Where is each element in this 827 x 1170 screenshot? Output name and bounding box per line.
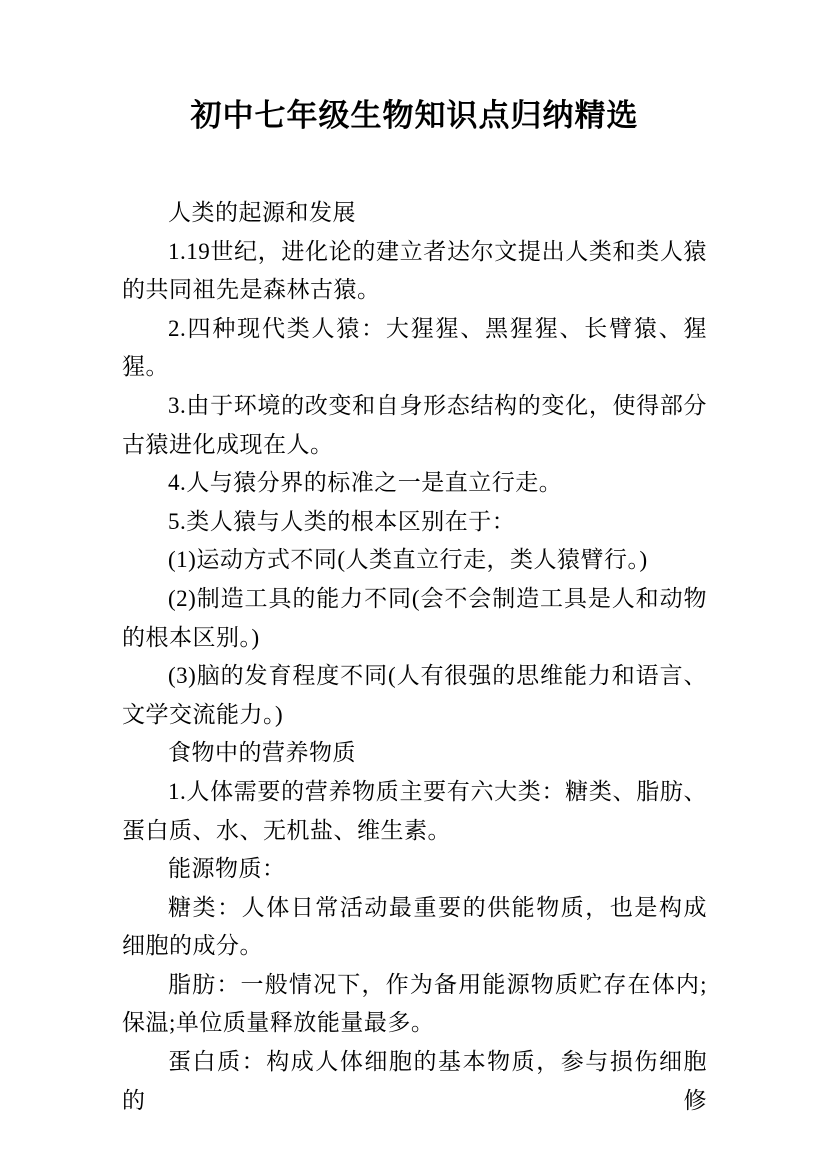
paragraph: 2.四种现代类人猿：大猩猩、黑猩猩、长臂猿、猩猩。 — [122, 315, 707, 380]
paragraph: 蛋白质：构成人体细胞的基本物质，参与损伤细胞的修 — [122, 1049, 707, 1113]
paragraph: 脂肪：一般情况下，作为备用能源物质贮存在体内;保温;单位质量释放能量最多。 — [122, 971, 707, 1036]
paragraph: 糖类：人体日常活动最重要的供能物质，也是构成细胞的成分。 — [122, 894, 707, 959]
paragraph: 能源物质： — [168, 856, 286, 882]
paragraph: 人类的起源和发展 — [168, 200, 356, 225]
paragraph: (1)运动方式不同(人类直立行走，类人猿臂行。) — [168, 547, 648, 573]
paragraph: 食物中的营养物质 — [168, 740, 356, 766]
paragraph: 1.人体需要的营养物质主要有六大类：糖类、脂肪、蛋白质、水、无机盐、维生素。 — [122, 778, 707, 843]
paragraph: (3)脑的发育程度不同(人有很强的思维能力和语言、文学交流能力。) — [122, 663, 707, 727]
paragraph: 1.19世纪，进化论的建立者达尔文提出人类和类人猿的共同祖先是森林古猿。 — [122, 238, 707, 303]
document-body — [122, 194, 707, 1120]
paragraph: 3.由于环境的改变和自身形态结构的变化，使得部分古猿进化成现在人。 — [122, 392, 707, 457]
paragraph: 4.人与猿分界的标准之一是直立行走。 — [168, 470, 563, 496]
document-title: 初中七年级生物知识点归纳精选 — [190, 98, 639, 133]
paragraph: 5.类人猿与人类的根本区别在于： — [168, 508, 516, 534]
paragraph: (2)制造工具的能力不同(会不会制造工具是人和动物的根本区别。) — [122, 585, 707, 650]
